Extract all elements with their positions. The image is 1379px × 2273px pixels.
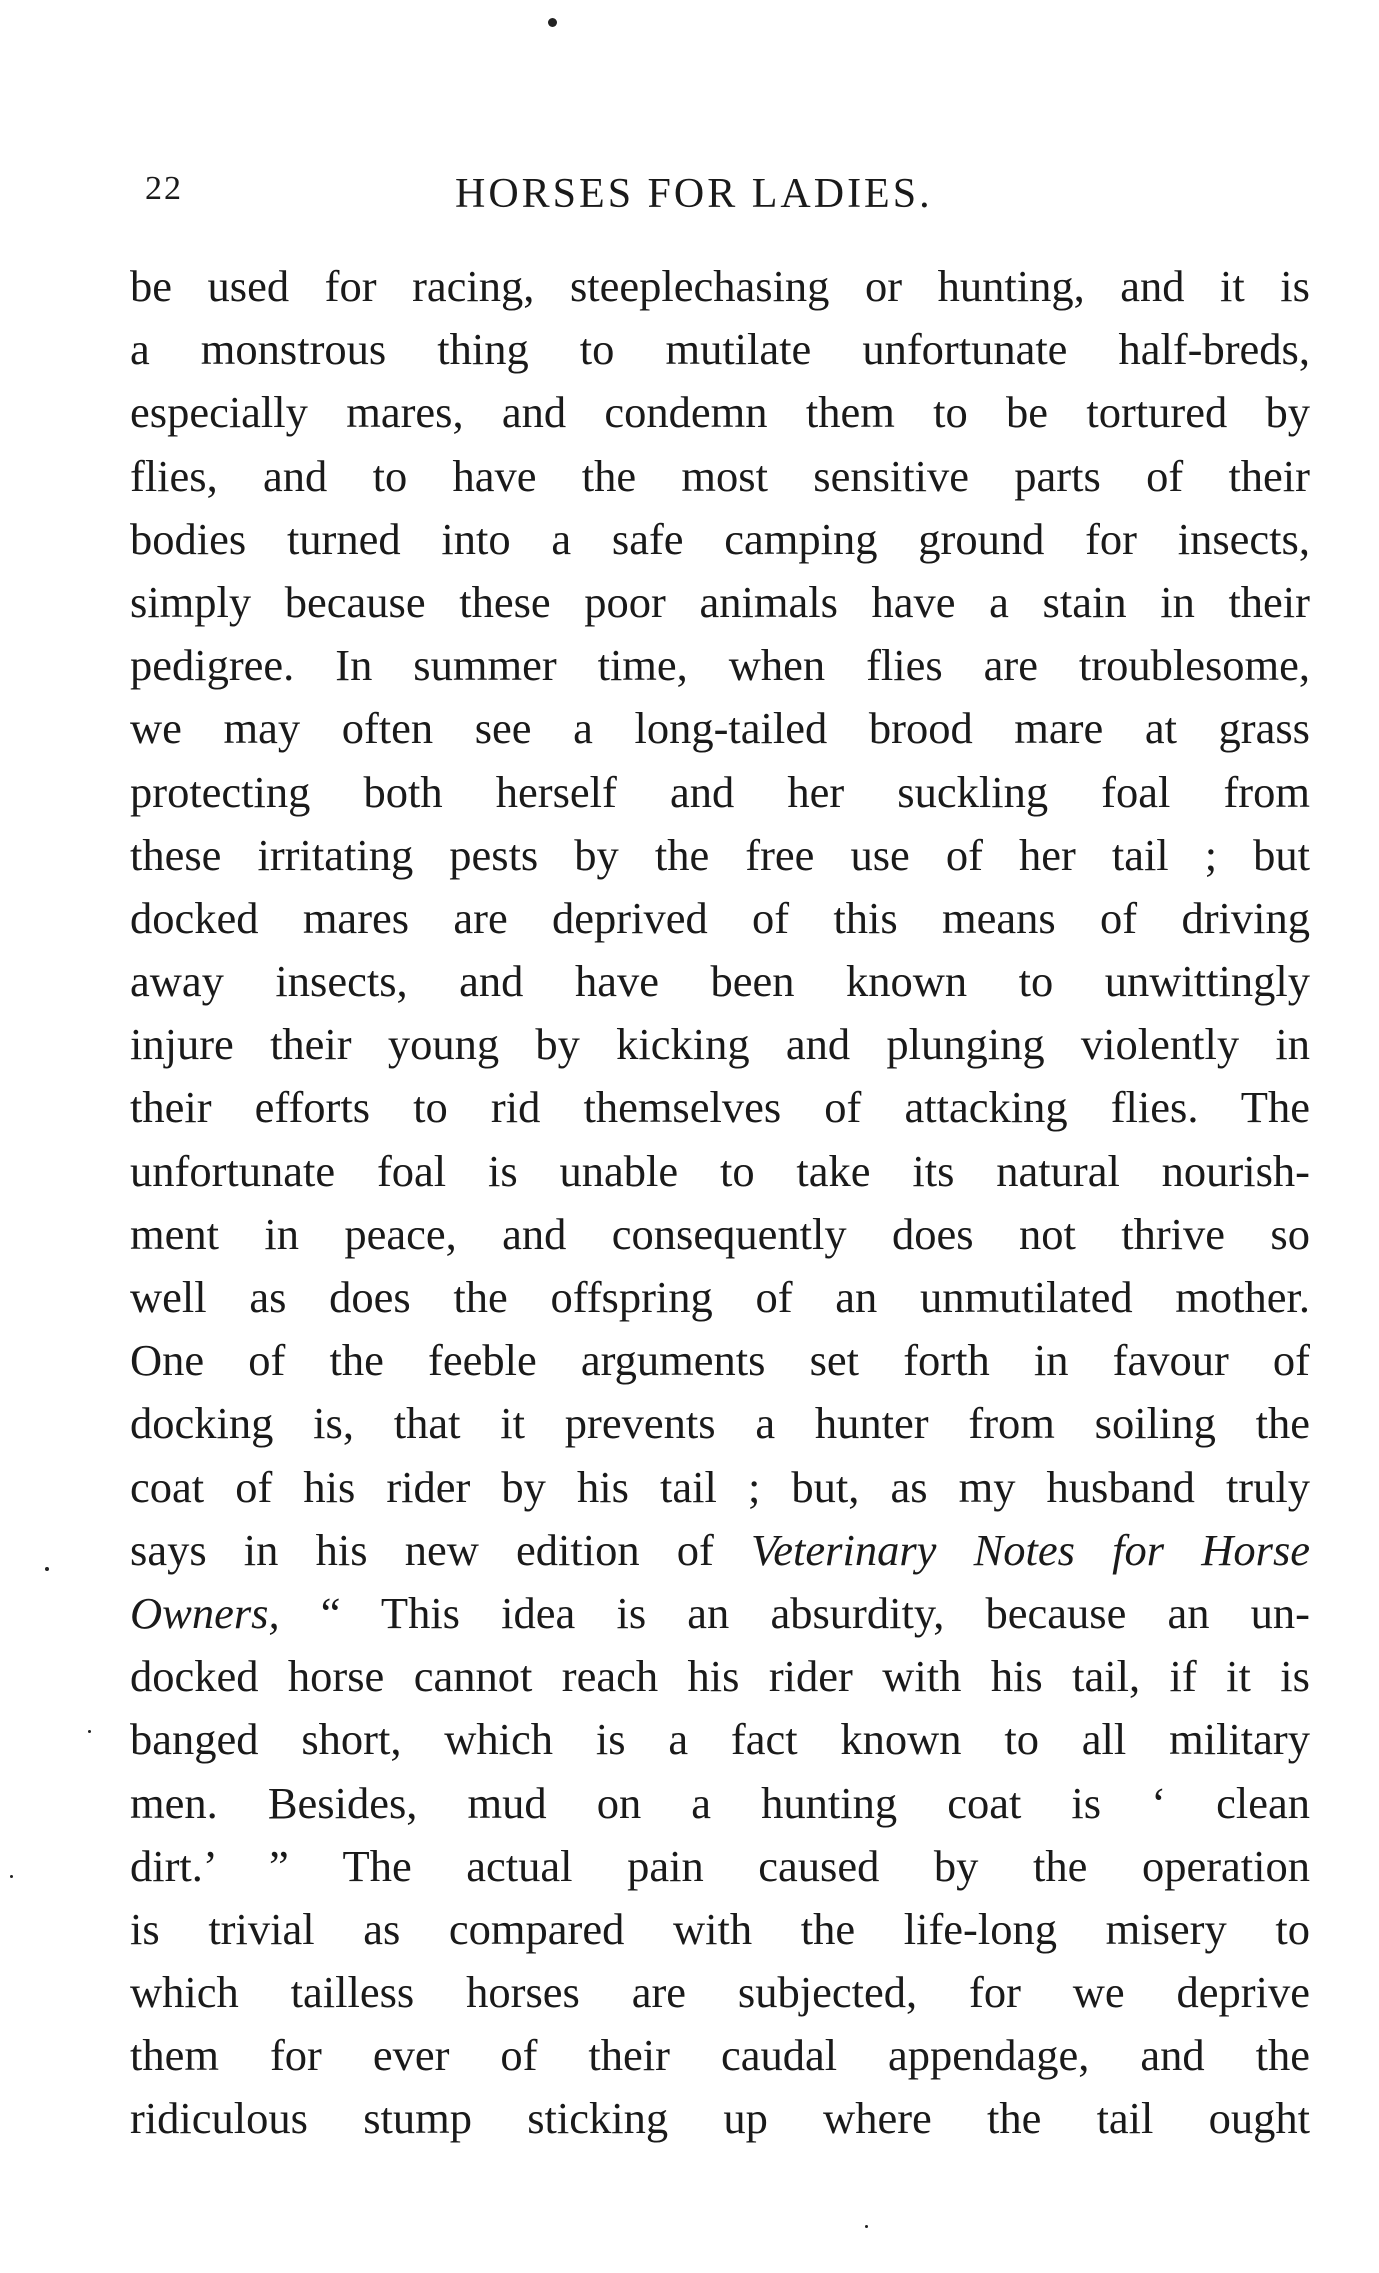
ink-speck (865, 2225, 868, 2228)
book-title-italic: Owners, (130, 1587, 280, 1638)
text-line: protecting both herself and her suckling foal from (130, 766, 1310, 817)
text-line: them for ever of their caudal appendage, and the (130, 2030, 1310, 2081)
text-line: men. Besides, mud on a hunting coat is ‘ clean (130, 1777, 1310, 1828)
line-text: “ This idea is an absurdity, because an un- (279, 1587, 1310, 1638)
text-line: flies, and to have the most sensitive parts of their (130, 450, 1310, 501)
text-line: ridiculous stump sticking up where the tail ought (130, 2093, 1310, 2144)
text-line: dirt.’ ” The actual pain caused by the operation (130, 1840, 1310, 1891)
running-title: HORSES FOR LADIES. (455, 171, 933, 217)
text-line: a monstrous thing to mutilate unfortunate half-breds, (130, 324, 1310, 375)
text-line (130, 1582, 1310, 1645)
body-text (130, 255, 1310, 2151)
text-line: ment in peace, and consequently does not thrive so (130, 1208, 1310, 1259)
text-line: docked horse cannot reach his rider with his tail, if it is (130, 1651, 1310, 1702)
text-line: we may often see a long-tailed brood mare at grass (130, 703, 1310, 754)
text-line: especially mares, and condemn them to be tortured by (130, 387, 1310, 438)
ink-speck (45, 1567, 49, 1571)
text-line: pedigree. In summer time, when flies are troublesome, (130, 640, 1310, 691)
text-line: coat of his rider by his tail ; but, as my husband truly (130, 1461, 1310, 1512)
text-line: their efforts to rid themselves of attacking flies. The (130, 1082, 1310, 1133)
text-line: docked mares are deprived of this means of driving (130, 892, 1310, 943)
text-line (130, 1519, 1310, 1582)
page-number: 22 (145, 170, 183, 207)
text-line: injure their young by kicking and plunging violently in (130, 1019, 1310, 1070)
text-line: One of the feeble arguments set forth in favour of (130, 1335, 1310, 1386)
ink-speck (10, 1875, 13, 1878)
text-line: banged short, which is a fact known to all military (130, 1714, 1310, 1765)
text-line: unfortunate foal is unable to take its natural nourish- (130, 1145, 1310, 1196)
ink-speck (548, 18, 557, 27)
text-line: away insects, and have been known to unwittingly (130, 956, 1310, 1007)
text-line: well as does the offspring of an unmutilated mother. (130, 1272, 1310, 1322)
text-line: bodies turned into a safe camping ground for insects, (130, 513, 1310, 564)
text-line: is trivial as compared with the life-long misery to (130, 1903, 1310, 1954)
text-line: simply because these poor animals have a stain in their (130, 576, 1310, 627)
text-line: which tailless horses are subjected, for we deprive (130, 1967, 1310, 2018)
text-line: these irritating pests by the free use of her tail ; but (130, 829, 1310, 880)
line-text: says in his new edition of (130, 1524, 752, 1575)
page-header (145, 170, 1295, 230)
text-line: be used for racing, steeplechasing or hunting, and it is (130, 261, 1310, 311)
text-line: docking is, that it prevents a hunter from soiling the (130, 1398, 1310, 1449)
ink-speck (88, 1730, 91, 1733)
book-title-italic: Veterinary Notes for Horse (751, 1524, 1311, 1575)
